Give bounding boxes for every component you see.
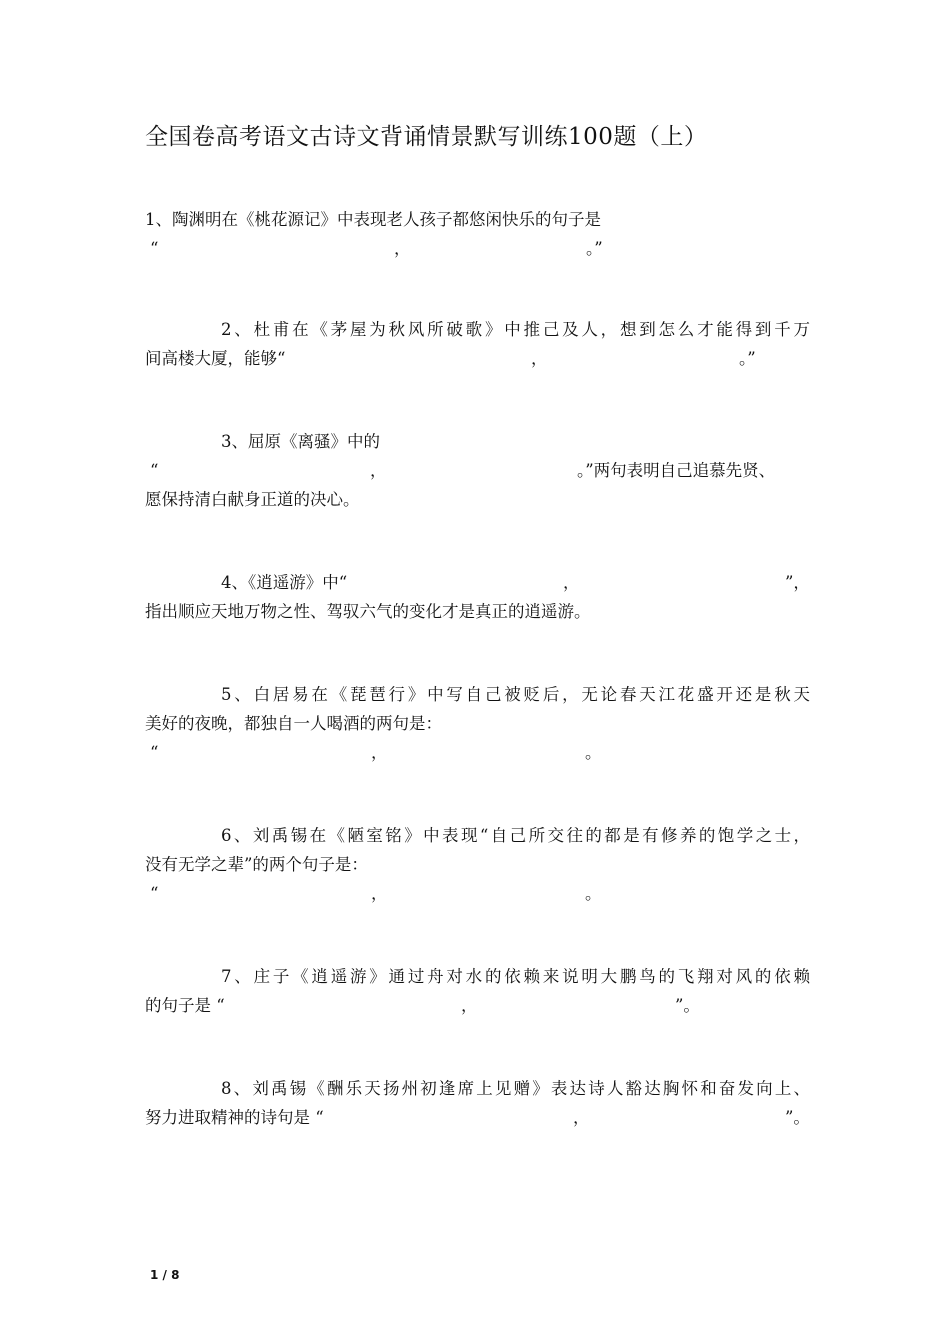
question-4-close: ”， <box>785 573 810 592</box>
question-6-close: 。 <box>585 884 602 903</box>
question-4-prefix: 4、《逍遥游》中“ <box>221 573 348 592</box>
question-4-comma: ， <box>563 573 580 592</box>
question-7 <box>145 962 810 1020</box>
question-7-comma: ， <box>461 996 478 1015</box>
question-6-line2: 没有无学之辈”的两个句子是： <box>145 855 368 874</box>
question-8 <box>145 1074 810 1132</box>
question-6 <box>145 821 810 908</box>
question-8-prefix: 努力进取精神的诗句是 “ <box>145 1108 324 1127</box>
question-8-comma: ， <box>573 1108 590 1127</box>
question-5 <box>145 680 810 767</box>
question-3 <box>145 427 810 514</box>
question-3-comma: ， <box>370 461 387 480</box>
question-8-text: 8、刘禹锡《酬乐天扬州初逢席上见赠》表达诗人豁达胸怀和奋发向上、 <box>221 1079 810 1098</box>
question-7-text: 7、庄子《逍遥游》通过舟对水的依赖来说明大鹏鸟的飞翔对风的依赖 <box>221 967 810 986</box>
question-4 <box>145 568 810 626</box>
question-7-prefix: 的句子是 “ <box>145 996 225 1015</box>
question-5-close: 。 <box>585 743 602 762</box>
question-3-text: 3、屈原《离骚》中的 <box>221 432 380 451</box>
question-2 <box>145 315 810 373</box>
question-7-close: ”。 <box>675 996 700 1015</box>
question-2-prefix: 间高楼大厦，能够“ <box>145 349 286 368</box>
question-6-text: 6、刘禹锡在《陋室铭》中表现“自己所交往的都是有修养的饱学之士， <box>221 826 810 845</box>
question-6-comma: ， <box>371 884 388 903</box>
question-2-comma: ， <box>531 349 548 368</box>
question-5-text: 5、白居易在《琵琶行》中写自己被贬后，无论春天江花盛开还是秋天 <box>221 685 810 704</box>
question-2-text: 2、杜甫在《茅屋为秋风所破歌》中推己及人，想到怎么才能得到千万 <box>221 320 810 339</box>
question-3-open-quote: “ <box>150 461 159 480</box>
question-5-open-quote: “ <box>150 743 159 762</box>
question-1-close: 。” <box>586 239 603 258</box>
question-5-line2: 美好的夜晚，都独自一人喝酒的两句是： <box>145 714 442 733</box>
question-1 <box>145 205 810 263</box>
question-3-line3: 愿保持清白献身正道的决心。 <box>145 490 360 509</box>
question-3-tail: 。”两句表明自己追慕先贤、 <box>577 461 776 480</box>
question-4-line2: 指出顺应天地万物之性、驾驭六气的变化才是真正的逍遥游。 <box>145 602 591 621</box>
question-1-open-quote: “ <box>150 239 159 258</box>
page-number: 1 / 8 <box>150 1268 180 1282</box>
question-5-comma: ， <box>371 743 388 762</box>
question-8-close: ”。 <box>785 1108 810 1127</box>
question-1-comma: ， <box>394 239 411 258</box>
question-6-open-quote: “ <box>150 884 159 903</box>
document-title: 全国卷高考语文古诗文背诵情景默写训练100题（上） <box>145 124 708 150</box>
question-1-text: 1、陶渊明在《桃花源记》中表现老人孩子都悠闲快乐的句子是 <box>145 210 601 229</box>
question-2-close: 。” <box>739 349 756 368</box>
